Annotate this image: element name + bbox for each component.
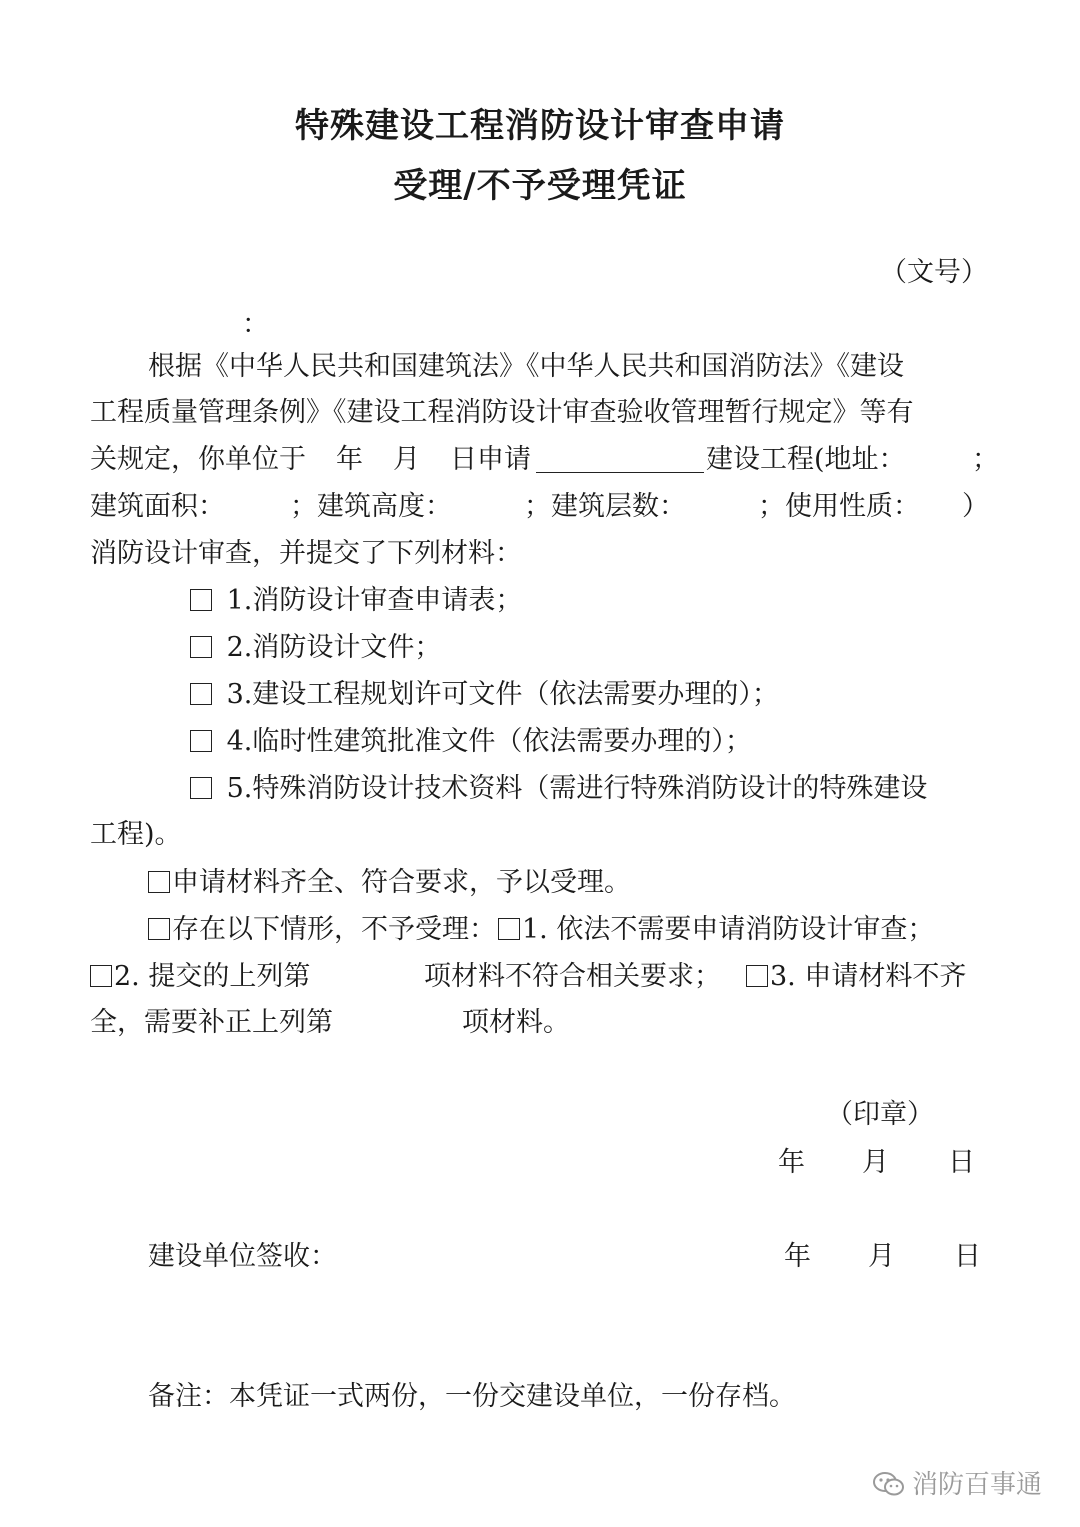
checkbox[interactable] — [90, 965, 112, 987]
material-item-label: 5.特殊消防设计技术资料（需进行特殊消防设计的特殊建设 — [226, 773, 928, 804]
reject-label: 存在以下情形，不予受理： — [172, 914, 496, 945]
material-item-3 — [190, 678, 779, 712]
reject-reason-3-label: 3. 申请材料不齐 — [770, 961, 967, 992]
checkbox[interactable] — [190, 589, 212, 611]
receipt-date-year: 年 — [784, 1241, 811, 1272]
body-line-2: 工程质量管理条例》《建设工程消防设计审查验收管理暂行规定》等有 — [90, 397, 914, 428]
reject-reason-3-cont: 全，需要补正上列第 — [90, 1007, 333, 1038]
footnote: 备注：本凭证一式两份，一份交建设单位，一份存档。 — [148, 1381, 796, 1412]
document-title-line1: 特殊建设工程消防设计审查申请 — [295, 106, 785, 146]
body-line-3-start: 关规定，你单位于 — [90, 444, 306, 475]
accept-label: 申请材料齐全、符合要求，予以受理。 — [172, 867, 631, 898]
height-label: ；建筑高度： — [290, 491, 452, 522]
checkbox[interactable] — [148, 918, 170, 940]
checkbox[interactable] — [190, 730, 212, 752]
body-line-3-end: 建设工程(地址： — [706, 444, 906, 475]
project-name-blank — [536, 446, 704, 473]
checkbox[interactable] — [190, 777, 212, 799]
address-semicolon: ； — [972, 444, 999, 475]
reject-reason-2 — [90, 960, 310, 994]
reject-reason-3-tail: 项材料。 — [462, 1007, 570, 1038]
material-item-label: 3.建设工程规划许可文件（依法需要办理的）； — [226, 679, 779, 710]
material-item-4 — [190, 725, 752, 759]
apply-year-label: 年 — [336, 444, 363, 475]
reject-reason-3 — [746, 960, 966, 994]
reject-reason-2-tail: 项材料不符合相关要求； — [424, 961, 721, 992]
apply-day-label: 日申请 — [450, 444, 531, 475]
checkbox[interactable] — [498, 918, 520, 940]
checkbox[interactable] — [148, 871, 170, 893]
checkbox[interactable] — [190, 683, 212, 705]
material-item-2 — [190, 631, 441, 665]
material-item-5 — [190, 772, 927, 806]
wechat-icon — [872, 1471, 906, 1497]
apply-month-label: 月 — [393, 444, 420, 475]
material-item-5-continued: 工程)。 — [90, 819, 182, 850]
receipt-date-month: 月 — [868, 1241, 895, 1272]
receipt-label: 建设单位签收： — [148, 1241, 337, 1272]
addressee-colon: ： — [242, 309, 269, 340]
receipt-date-day: 日 — [954, 1241, 981, 1272]
body-line-1: 根据《中华人民共和国建筑法》《中华人民共和国消防法》《建设 — [148, 351, 904, 382]
doc-number: （文号） — [880, 257, 988, 288]
material-item-1 — [190, 584, 522, 618]
checkbox[interactable] — [746, 965, 768, 987]
material-item-label: 2.消防设计文件； — [226, 632, 442, 663]
seal-label: （印章） — [826, 1099, 934, 1130]
seal-date-year: 年 — [778, 1147, 805, 1178]
watermark — [872, 1464, 1042, 1501]
watermark-text: 消防百事通 — [912, 1470, 1043, 1500]
floors-label: ；建筑层数： — [524, 491, 686, 522]
accept-option — [148, 866, 631, 900]
seal-date-month: 月 — [862, 1147, 889, 1178]
reject-reason-1: 1. 依法不需要申请消防设计审查； — [522, 914, 935, 945]
material-item-label: 1.消防设计审查申请表； — [226, 585, 523, 616]
body-line-5: 消防设计审查，并提交了下列材料： — [90, 538, 522, 569]
usage-close-paren: ） — [962, 491, 989, 522]
seal-date-day: 日 — [948, 1147, 975, 1178]
reject-option — [148, 913, 934, 947]
reject-reason-2-label: 2. 提交的上列第 — [114, 961, 311, 992]
area-label: 建筑面积： — [90, 491, 225, 522]
document-title-line2: 受理/不予受理凭证 — [393, 166, 687, 206]
checkbox[interactable] — [190, 636, 212, 658]
usage-label: ；使用性质： — [758, 491, 920, 522]
material-item-label: 4.临时性建筑批准文件（依法需要办理的）； — [226, 726, 752, 757]
